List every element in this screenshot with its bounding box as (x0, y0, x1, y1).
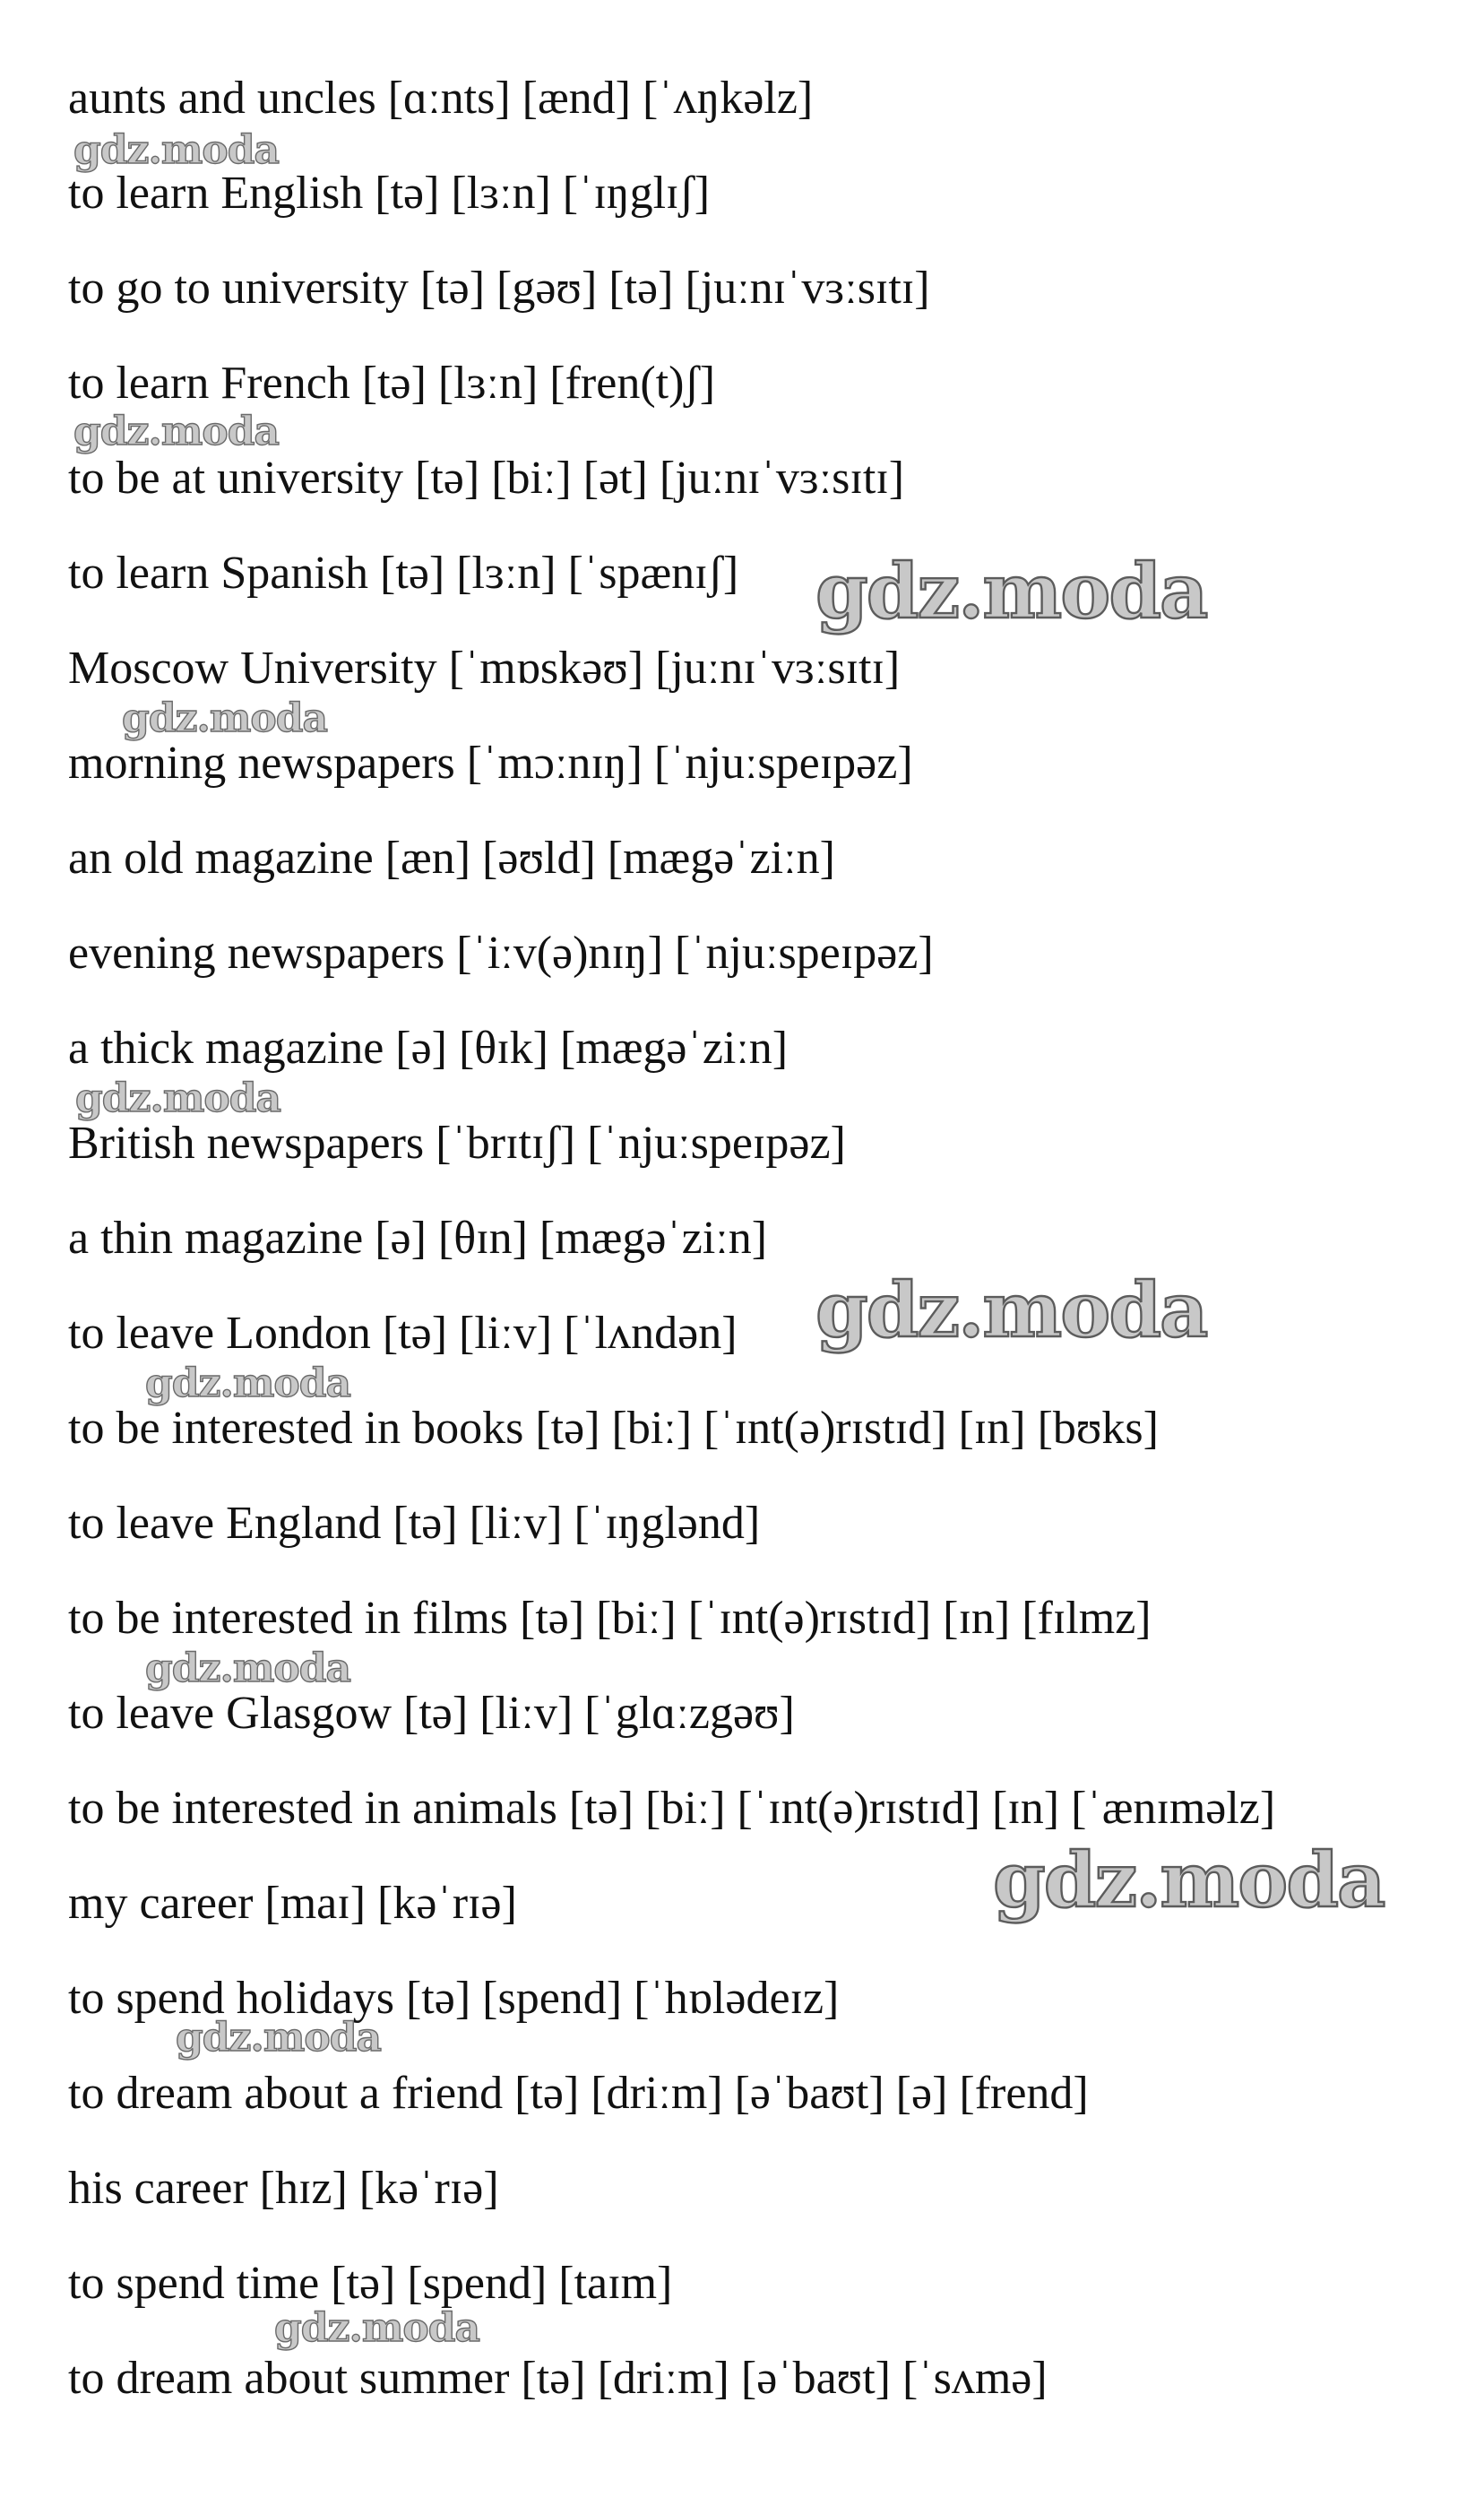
transcription-line-5: to be at university [tə] [biː] [ət] [juːnɪˈvɜːsɪtɪ] (68, 453, 905, 504)
transcription-line-23: his career [hɪz] [kəˈrɪə] (68, 2163, 499, 2214)
transcription-line-14: to leave London [tə] [liːv] [ˈlʌndən] (68, 1308, 738, 1359)
transcription-line-8: morning newspapers [ˈmɔːnɪŋ] [ˈnjuːspeɪpəz] (68, 738, 913, 789)
watermark-small: gdz.moda (176, 2015, 382, 2061)
transcription-line-10: evening newspapers [ˈiːv(ə)nɪŋ] [ˈnjuːspeɪpəz] (68, 928, 934, 979)
watermark-large: gdz.moda (815, 1266, 1207, 1354)
watermark-small: gdz.moda (73, 409, 280, 454)
transcription-line-18: to leave Glasgow [tə] [liːv] [ˈglɑːzgəʊ] (68, 1688, 795, 1739)
transcription-line-16: to leave England [tə] [liːv] [ˈɪŋglənd] (68, 1498, 761, 1549)
transcription-line-3: to go to university [tə] [gəʊ] [tə] [juːnɪˈvɜːsɪtɪ] (68, 263, 930, 314)
watermark-small: gdz.moda (75, 1076, 281, 1121)
transcription-line-9: an old magazine [æn] [əʊld] [mægəˈziːn] (68, 833, 835, 884)
watermark-large: gdz.moda (815, 547, 1207, 635)
transcription-line-25: to dream about summer [tə] [driːm] [əˈbaʊt] [ˈsʌmə] (68, 2353, 1048, 2404)
watermark-small: gdz.moda (274, 2305, 480, 2351)
transcription-line-11: a thick magazine [ə] [θɪk] [mægəˈziːn] (68, 1023, 789, 1074)
transcription-line-21: to spend holidays [tə] [spend] [ˈhɒlədeɪz] (68, 1973, 840, 2024)
transcription-line-15: to be interested in books [tə] [biː] [ˈɪnt(ə)rɪstɪd] [ɪn] [bʊks] (68, 1403, 1159, 1454)
transcription-line-6: to learn Spanish [tə] [lɜːn] [ˈspænɪʃ] (68, 548, 739, 599)
transcription-line-19: to be interested in animals [tə] [biː] [ˈɪnt(ə)rɪstɪd] [ɪn] [ˈænɪməlz] (68, 1783, 1276, 1834)
transcription-line-20: my career [maɪ] [kəˈrɪə] (68, 1878, 517, 1929)
transcription-line-2: to learn English [tə] [lɜːn] [ˈɪŋglɪʃ] (68, 168, 711, 219)
transcription-line-13: a thin magazine [ə] [θɪn] [mægəˈziːn] (68, 1213, 768, 1264)
transcription-line-17: to be interested in films [tə] [biː] [ˈɪnt(ə)rɪstɪd] [ɪn] [fɪlmz] (68, 1593, 1152, 1644)
watermark-small: gdz.moda (145, 1646, 351, 1691)
transcription-line-24: to spend time [tə] [spend] [taɪm] (68, 2258, 673, 2309)
transcription-line-1: aunts and uncles [ɑːnts] [ænd] [ˈʌŋkəlz] (68, 73, 814, 124)
transcription-line-22: to dream about a friend [tə] [driːm] [əˈbaʊt] [ə] [frend] (68, 2068, 1089, 2119)
transcription-line-4: to learn French [tə] [lɜːn] [fren(t)ʃ] (68, 358, 716, 409)
watermark-small: gdz.moda (73, 127, 280, 173)
watermark-large: gdz.moda (993, 1836, 1385, 1924)
watermark-small: gdz.moda (145, 1361, 351, 1406)
watermark-small: gdz.moda (122, 696, 328, 741)
transcription-line-12: British newspapers [ˈbrɪtɪʃ] [ˈnjuːspeɪpəz] (68, 1118, 846, 1169)
transcription-line-7: Moscow University [ˈmɒskəʊ] [juːnɪˈvɜːsɪtɪ] (68, 643, 901, 694)
